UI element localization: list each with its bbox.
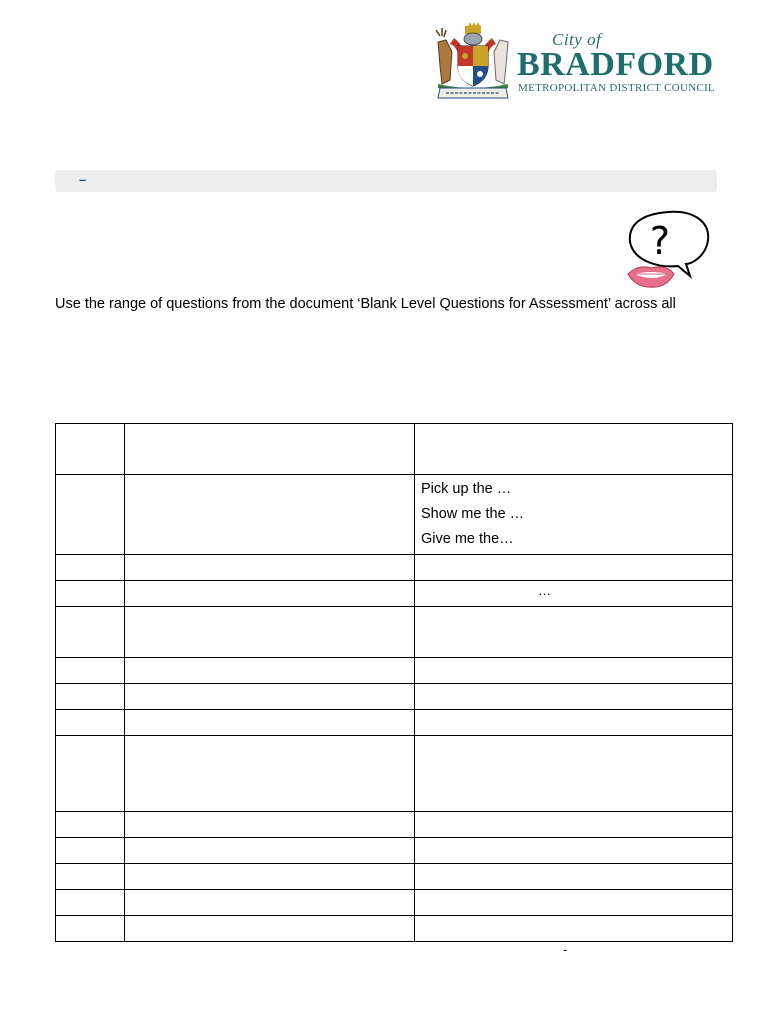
table-row: [56, 916, 733, 942]
speech-bubble-question-icon: [608, 208, 720, 292]
table-row: [56, 684, 733, 710]
prompt-give-me: Give me the…: [421, 531, 514, 547]
table-cell: [415, 424, 733, 475]
table-cell: [125, 864, 415, 890]
logo-council: METROPOLITAN DISTRICT COUNCIL: [518, 82, 716, 94]
table-cell: [415, 581, 733, 607]
table-cell: [56, 684, 125, 710]
table-row: [56, 607, 733, 658]
table-row: [56, 890, 733, 916]
prompt-show-me: Show me the …: [421, 506, 525, 522]
table-cell: [125, 607, 415, 658]
table-cell: [415, 475, 733, 555]
table-cell: [56, 658, 125, 684]
table-cell: [56, 607, 125, 658]
table-row: [56, 838, 733, 864]
table-cell: [415, 684, 733, 710]
table-cell: [56, 838, 125, 864]
table-cell: [415, 736, 733, 812]
logo-name: BRADFORD: [517, 46, 714, 83]
table-cell: [125, 838, 415, 864]
table-cell: [415, 812, 733, 838]
table-row: [56, 710, 733, 736]
table-cell: [125, 710, 415, 736]
table-cell: [56, 475, 125, 555]
table-cell: [125, 916, 415, 942]
table-cell: [125, 475, 415, 555]
table-row: [56, 736, 733, 812]
table-cell: [415, 555, 733, 581]
table-cell: [56, 710, 125, 736]
table-cell: [56, 581, 125, 607]
table-cell: [56, 424, 125, 475]
coat-of-arms-icon: [432, 22, 514, 100]
table-cell: [125, 555, 415, 581]
table-row: [56, 424, 733, 475]
intro-text: Use the range of questions from the document ‘Blank Level Questions for Assessment’ across all: [55, 296, 676, 312]
table-row: [56, 864, 733, 890]
table-cell: [415, 838, 733, 864]
table-cell: [415, 710, 733, 736]
table-cell: [415, 916, 733, 942]
table-cell: [56, 916, 125, 942]
svg-text:?: ?: [649, 219, 671, 263]
table-cell: [56, 890, 125, 916]
assessment-table: [55, 423, 733, 942]
table-cell: [125, 812, 415, 838]
title-dash: –: [79, 172, 87, 187]
table-cell: [125, 736, 415, 812]
table-cell: [125, 424, 415, 475]
table-cell: [415, 890, 733, 916]
prompt-pick-up: Pick up the …: [421, 481, 512, 497]
table-row: [56, 812, 733, 838]
table-row: [56, 555, 733, 581]
table-cell: [125, 581, 415, 607]
table-cell: [415, 607, 733, 658]
table-cell: [56, 555, 125, 581]
council-logo: [432, 22, 728, 102]
table-row: [56, 658, 733, 684]
table-cell: [125, 890, 415, 916]
table-cell: [415, 864, 733, 890]
table-cell: [125, 658, 415, 684]
table-cell: [56, 736, 125, 812]
title-bar: [55, 170, 717, 192]
logo-city-of: City of: [552, 30, 602, 49]
table-cell: [415, 658, 733, 684]
table-cell: [56, 812, 125, 838]
footer-dash: -: [563, 942, 568, 957]
cell-ellipsis: …: [538, 583, 551, 598]
table-cell: [125, 684, 415, 710]
table-cell: [56, 864, 125, 890]
table-row: [56, 475, 733, 555]
table-row: [56, 581, 733, 607]
